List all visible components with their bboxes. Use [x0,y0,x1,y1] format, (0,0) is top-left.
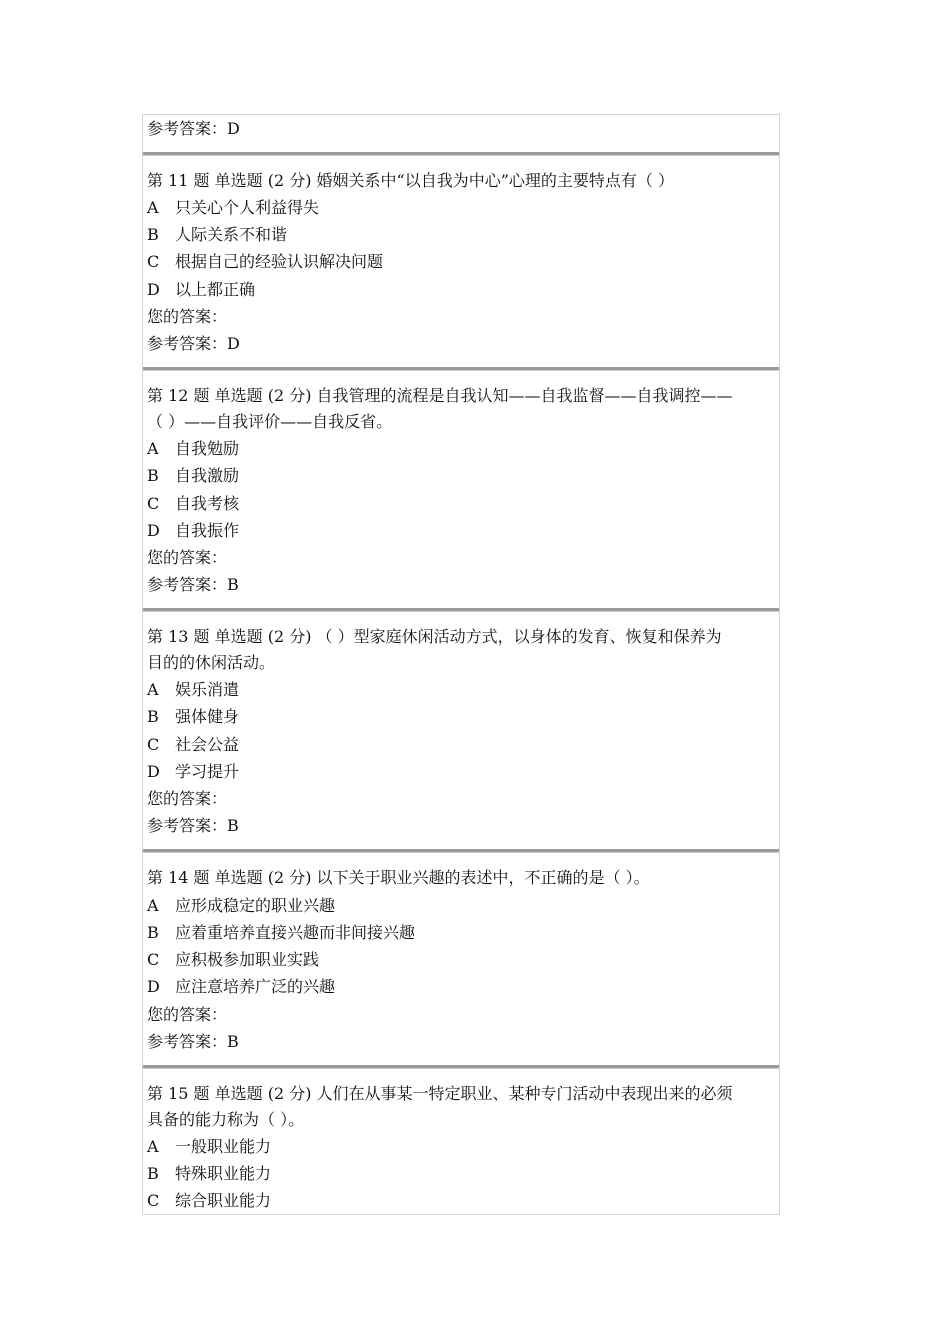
option-b[interactable] [147,1160,777,1187]
option-letter: A [147,680,159,699]
option-text: 特殊职业能力 [175,1164,272,1183]
option-letter: A [147,896,159,915]
option-text: 只关心个人利益得失 [175,198,320,217]
option-text: 应积极参加职业实践 [175,950,320,969]
option-b[interactable] [147,919,777,946]
your-answer: 您的答案： [147,789,228,808]
question-header-cont: （ ）——自我评价——自我反省。 [147,412,393,431]
option-text: 社会公益 [175,735,240,754]
option-a[interactable] [147,892,777,919]
question-header: 第 11 题 单选题 (2 分) 婚姻关系中“以自我为中心”心理的主要特点有（ ） [147,171,674,190]
option-c[interactable] [147,731,777,758]
option-letter: C [147,735,160,754]
option-c[interactable] [147,490,777,517]
option-letter: A [147,1137,159,1156]
option-letter: A [147,198,159,217]
option-d[interactable] [147,517,777,544]
option-text: 应形成稳定的职业兴趣 [175,896,336,915]
option-c[interactable] [147,1187,777,1214]
option-text: 应注意培养广泛的兴趣 [175,977,336,996]
option-b[interactable] [147,703,777,730]
question-separator [143,367,779,371]
option-letter: C [147,1191,160,1210]
your-answer: 您的答案： [147,548,228,567]
option-letter: B [147,466,159,485]
option-b[interactable] [147,221,777,248]
option-text: 强体健身 [175,707,240,726]
question-separator [143,849,779,853]
option-text: 自我勉励 [175,439,240,458]
option-d[interactable] [147,276,777,303]
option-letter: D [147,977,160,996]
option-a[interactable] [147,194,777,221]
option-letter: C [147,494,160,513]
option-letter: C [147,252,160,271]
option-d[interactable] [147,758,777,785]
question-header-cont: 具备的能力称为（ ）。 [147,1110,305,1129]
question-separator [143,1065,779,1069]
option-text: 以上都正确 [175,280,256,299]
reference-answer: 参考答案：D [147,119,240,138]
option-text: 根据自己的经验认识解决问题 [175,252,384,271]
option-letter: D [147,521,160,540]
option-letter: A [147,439,159,458]
option-text: 学习提升 [175,762,240,781]
option-letter: D [147,762,160,781]
option-a[interactable] [147,435,777,462]
option-letter: C [147,950,160,969]
option-letter: D [147,280,160,299]
question-header: 第 15 题 单选题 (2 分) 人们在从事某一特定职业、某种专门活动中表现出来的必须 [147,1084,733,1103]
option-text: 综合职业能力 [175,1191,272,1210]
your-answer: 您的答案： [147,1005,228,1024]
option-letter: B [147,707,159,726]
option-text: 自我考核 [175,494,240,513]
question-header: 第 12 题 单选题 (2 分) 自我管理的流程是自我认知——自我监督——自我调控—— [147,386,733,405]
question-header: 第 14 题 单选题 (2 分) 以下关于职业兴趣的表述中，不正确的是（ ）。 [147,868,650,887]
panel-bottom-rule [143,1214,779,1215]
question-header-cont: 目的的休闲活动。 [147,653,276,672]
option-text: 自我激励 [175,466,240,485]
reference-answer: 参考答案：B [147,575,239,594]
option-letter: B [147,225,159,244]
option-a[interactable] [147,1133,777,1160]
option-b[interactable] [147,462,777,489]
question-separator [143,608,779,612]
question-header: 第 13 题 单选题 (2 分) （ ）型家庭休闲活动方式，以身体的发育、恢复和保养为 [147,627,722,646]
question-separator [143,152,779,156]
option-text: 一般职业能力 [175,1137,272,1156]
option-text: 自我振作 [175,521,240,540]
option-c[interactable] [147,946,777,973]
option-c[interactable] [147,248,777,275]
option-a[interactable] [147,676,777,703]
reference-answer: 参考答案：D [147,334,240,353]
your-answer: 您的答案： [147,307,228,326]
option-text: 应着重培养直接兴趣而非间接兴趣 [175,923,416,942]
reference-answer: 参考答案：B [147,816,239,835]
option-text: 娱乐消遣 [175,680,240,699]
option-letter: B [147,1164,159,1183]
option-d[interactable] [147,973,777,1000]
option-letter: B [147,923,159,942]
option-text: 人际关系不和谐 [175,225,288,244]
reference-answer: 参考答案：B [147,1032,239,1051]
quiz-panel [142,114,780,1215]
